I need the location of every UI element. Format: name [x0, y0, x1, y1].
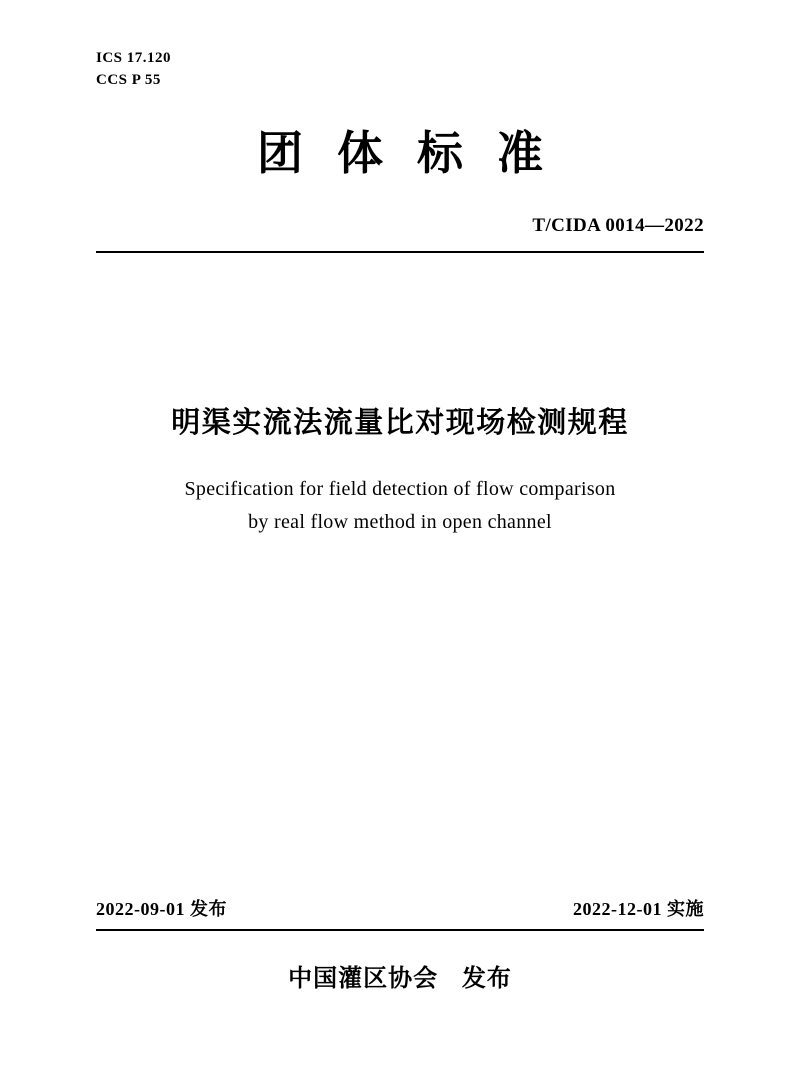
publisher-line — [0, 958, 800, 993]
title-english — [96, 473, 704, 539]
publisher-verb: 发布 — [461, 965, 512, 992]
ics-code: ICS 17.120 — [96, 50, 172, 66]
dates-row — [96, 895, 704, 921]
publisher-name: 中国灌区协会 — [288, 965, 439, 992]
title-block — [96, 403, 704, 540]
banner-title: 团体标准 — [257, 126, 577, 179]
classification-codes — [96, 0, 704, 92]
title-english-line-2: by real flow method in open channel — [248, 511, 552, 534]
effective-date: 2022-12-01 实施 — [573, 899, 704, 919]
issue-date: 2022-09-01 发布 — [96, 899, 227, 919]
title-chinese: 明渠实流法流量比对现场检测规程 — [171, 406, 629, 439]
footer-divider — [96, 929, 704, 931]
standard-number: T/CIDA 0014—2022 — [532, 214, 704, 236]
title-english-line-1: Specification for field detection of flow comparison — [184, 478, 616, 501]
ccs-code: CCS P 55 — [96, 71, 161, 88]
header-divider — [96, 251, 704, 253]
